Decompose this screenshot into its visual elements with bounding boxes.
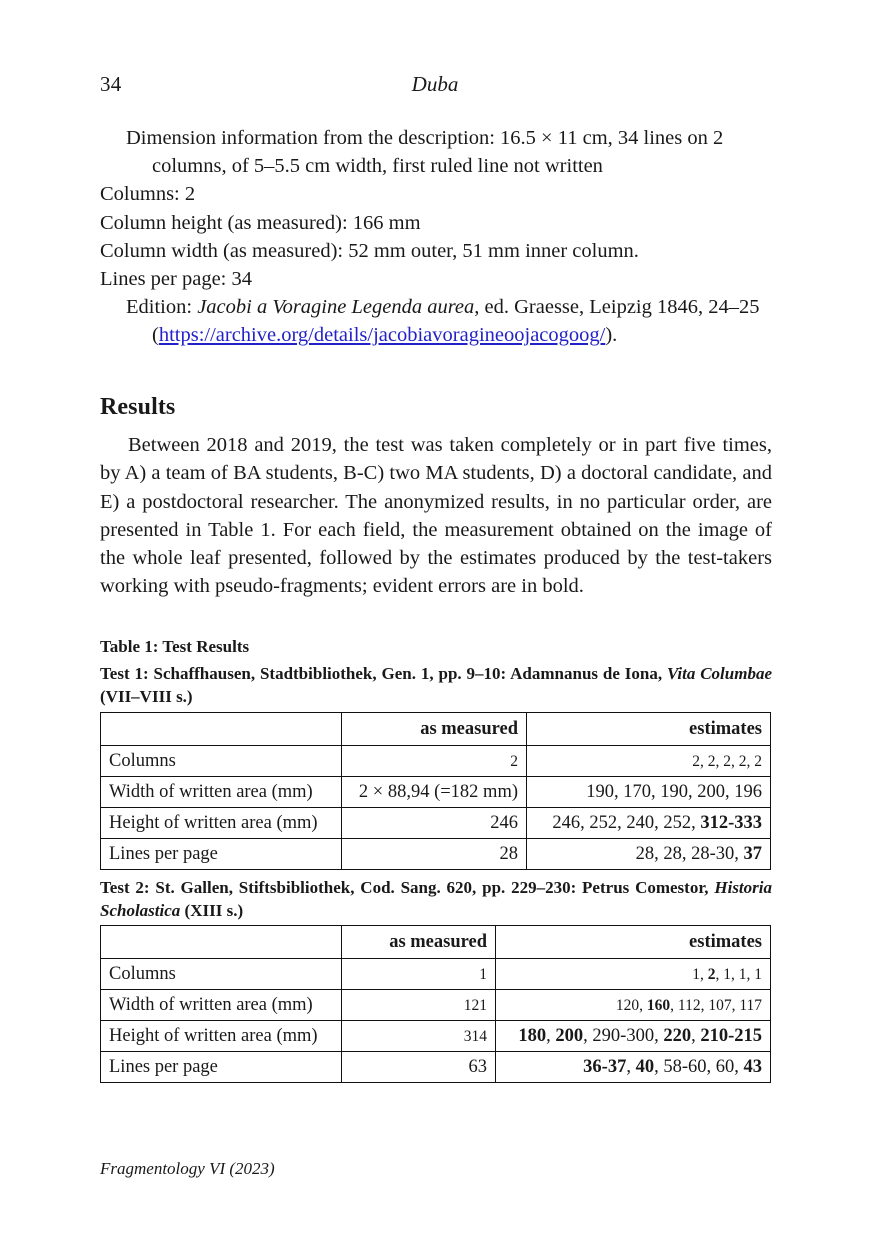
table2-row1-label: Width of written area (mm) [101, 990, 342, 1021]
test1-caption-work: Vita Columbae [666, 664, 772, 683]
desc-line-columns: Columns: 2 [100, 183, 196, 206]
table2-header-blank [101, 926, 342, 959]
table-row [101, 777, 771, 808]
table1-row1-label: Width of written area (mm) [101, 777, 342, 808]
table1-header-estimates: estimates [527, 713, 771, 746]
table2-row2-estimates-part4: 220 [663, 1025, 692, 1046]
test2-caption-paren: ( [180, 900, 191, 920]
table2-row2-measured-value: 314 [463, 1027, 487, 1045]
table2-row1-measured-value: 121 [463, 996, 487, 1014]
table2-row0-measured [342, 959, 496, 990]
table2-row0-estimates-part0: 1, [692, 965, 708, 983]
table2-row2-estimates-part2: 200 [555, 1025, 584, 1046]
table-test-1 [100, 712, 771, 870]
table-row [101, 808, 771, 839]
table2-row3-estimates-part4: 43 [743, 1056, 762, 1077]
table1-row0-measured-value: 2 [510, 752, 518, 770]
test1-caption-lead: Test 1: Schaffhausen, Stadtbibliothek, Gen. 1, pp. 9–10: Adamnanus de Iona, [100, 664, 667, 683]
table2-row1-estimates-part0: 120, [615, 996, 647, 1014]
table2-row0-measured-value: 1 [479, 965, 487, 983]
desc-line-dimension-information: Dimension information from the description: 16.5 × 11 cm, 34 lines on 2 columns, of 5–5.5 cm width, first ruled line not written [126, 127, 724, 178]
table2-row2-label: Height of written area (mm) [101, 1021, 342, 1052]
table2-header-as-measured: as measured [342, 926, 496, 959]
desc-line-lines-per-page: Lines per page: 34 [100, 268, 252, 291]
table2-row3-estimates-part3: , 58-60, 60, [654, 1056, 744, 1077]
running-head-title: Duba [411, 72, 459, 96]
table1-row1-estimates-part0: 190, 170, 190, 200, 196 [586, 781, 762, 802]
table1-header-as-measured: as measured [342, 713, 527, 746]
table2-row2-measured [342, 1021, 496, 1052]
table1-row2-estimates [527, 808, 771, 839]
table-caption-label: Table 1: Test Results [100, 637, 250, 656]
test2-caption-date: XIII [190, 900, 223, 920]
table-row [101, 839, 771, 870]
table1-row2-measured: 246 [342, 808, 527, 839]
table2-row3-estimates [496, 1052, 771, 1083]
table2-row3-label: Lines per page [101, 1052, 342, 1083]
table-row [101, 746, 771, 777]
table2-row1-estimates [496, 990, 771, 1021]
table2-row2-estimates-part3: , 290-300, [583, 1025, 664, 1046]
table-header-row [101, 926, 771, 959]
table2-row1-measured [342, 990, 496, 1021]
table1-row1-estimates [527, 777, 771, 808]
test2-caption-tail: s.) [222, 900, 244, 920]
table1-header-blank [101, 713, 342, 746]
footer-year: (2023) [229, 1159, 275, 1178]
table1-row0-measured [342, 746, 527, 777]
results-paragraph: Between 2018 and 2019, the test was taken completely or in part five times, by A) a team of BA students, B-C) two MA students, D) a doctoral candidate, and E) a postdoctoral researcher. The anonymized results, in no particular order, are presented in Table 1. For each field, the measurement obtained on the image of the whole leaf presented, followed by the estimates produced by the test-takers working with pseudo-fragments; evident errors are in bold. [100, 434, 772, 598]
table-row [101, 1052, 771, 1083]
table1-row3-measured: 28 [342, 839, 527, 870]
table2-row2-estimates-part1: , [546, 1025, 556, 1046]
desc-line-column-height: Column height (as measured): 166 mm [100, 211, 421, 234]
edition-prefix: Edition: [126, 296, 198, 319]
test1-caption-date: VII–VIII [105, 686, 172, 706]
table2-row0-estimates-part1: 2 [707, 965, 716, 983]
table2-row1-estimates-part1: 160 [646, 996, 671, 1014]
footer-volume: VI [209, 1159, 226, 1178]
edition-title: Jacobi a Voragine Legenda aurea [197, 296, 475, 319]
table1-row3-estimates [527, 839, 771, 870]
table-row [101, 990, 771, 1021]
edition-archive-link[interactable]: https://archive.org/details/jacobiavoragineoojacogoog/ [158, 324, 606, 347]
table-test-2 [100, 925, 771, 1083]
page-number: 34 [100, 72, 122, 96]
table1-row1-measured: 2 × 88,94 (=182 mm) [342, 777, 527, 808]
description-block [100, 124, 770, 350]
table-caption-test-1 [100, 663, 772, 708]
test1-caption-tail: s.) [171, 686, 193, 706]
table1-row0-estimates [527, 746, 771, 777]
table1-row3-label: Lines per page [101, 839, 342, 870]
test2-caption-lead: Test 2: St. Gallen, Stiftsbibliothek, Cod. Sang. 620, pp. 229–230: Petrus Comestor, [100, 878, 715, 897]
page-footer [100, 1159, 275, 1179]
table2-row3-measured: 63 [342, 1052, 496, 1083]
table2-row0-label: Columns [101, 959, 342, 990]
table2-row2-estimates-part0: 180 [518, 1025, 547, 1046]
table2-row1-estimates-part2: , 112, 107, 117 [670, 996, 762, 1014]
table1-row0-estimates-part0: 2, 2, 2, 2, 2 [692, 752, 762, 770]
table2-row3-estimates-part2: 40 [635, 1056, 655, 1077]
table2-header-estimates: estimates [496, 926, 771, 959]
table2-row3-estimates-part1: , [626, 1056, 636, 1077]
table-caption-test-2 [100, 877, 772, 922]
table2-row2-estimates-part5: , [691, 1025, 701, 1046]
table2-row3-estimates-part0: 36-37 [583, 1056, 627, 1077]
table1-row2-label: Height of written area (mm) [101, 808, 342, 839]
footer-journal: Fragmentology [100, 1159, 205, 1178]
table-row [101, 959, 771, 990]
table-header-row [101, 713, 771, 746]
table1-row0-label: Columns [101, 746, 342, 777]
table1-row3-estimates-part1: 37 [743, 843, 762, 864]
test2-caption-work: Historia Scholastica [100, 878, 772, 920]
table2-row0-estimates-part2: , 1, 1, 1 [715, 965, 762, 983]
table1-row2-estimates-part1: 312-333 [700, 812, 762, 833]
table2-row0-estimates [496, 959, 771, 990]
table1-row3-estimates-part0: 28, 28, 28-30, [635, 843, 744, 864]
table2-row2-estimates [496, 1021, 771, 1052]
edition-middle: , ed. Graesse, Leipzig 1846, 24–25 ( [152, 296, 760, 347]
edition-suffix: ). [605, 324, 618, 347]
test1-caption-paren: ( [100, 686, 106, 706]
desc-line-column-width: Column width (as measured): 52 mm outer, 51 mm inner column. [100, 239, 639, 262]
table2-row2-estimates-part6: 210-215 [700, 1025, 762, 1046]
desc-line-edition [100, 293, 770, 349]
table1-row2-estimates-part0: 246, 252, 240, 252, [552, 812, 701, 833]
table-row [101, 1021, 771, 1052]
section-heading-results: Results [100, 394, 176, 420]
running-head [100, 72, 770, 100]
